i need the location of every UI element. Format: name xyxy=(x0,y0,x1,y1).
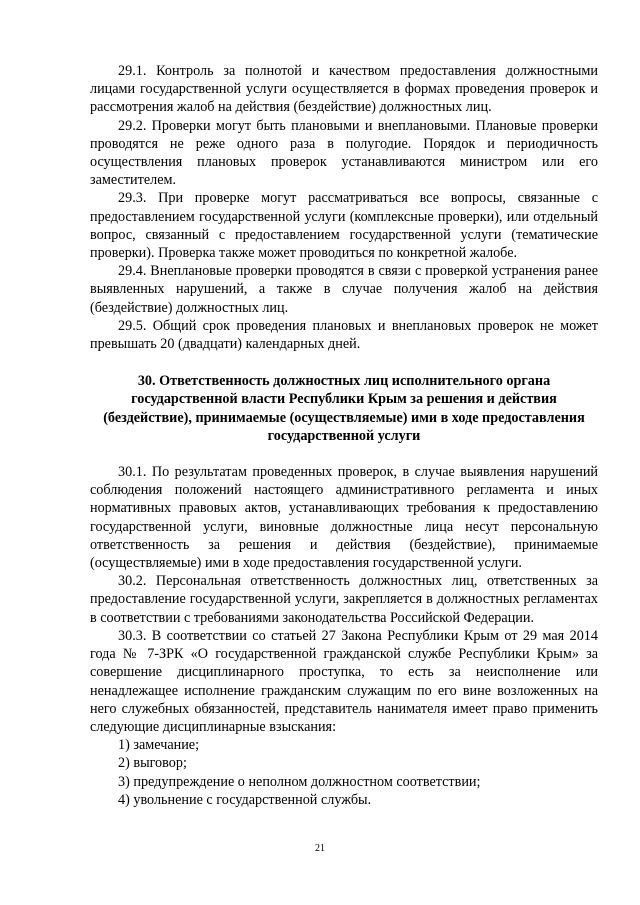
paragraph-30-2: 30.2. Персональная ответственность должностных лиц, ответственных за предоставление государственной услуги, закрепляется в должностных регламентах в соответствии с требованиями законодательства Российской Федерации. xyxy=(90,573,598,626)
document-page xyxy=(90,62,598,809)
list-item: 2) выговор; xyxy=(118,755,187,772)
paragraph-29-4: 29.4. Внеплановые проверки проводятся в связи с проверкой устранения ранее выявленных нарушений, а также в случае получения жалоб на действия (бездействие) должностных лиц. xyxy=(90,263,598,316)
section-30-heading: 30. Ответственность должностных лиц исполнительного органа государственной власти Республики Крым за решения и действия (бездействие), принимаемые (осуществляемые) ими в ходе предоставления государственной услуги xyxy=(103,373,585,444)
paragraph-29-1: 29.1. Контроль за полнотой и качеством предоставления должностными лицами государственной услуги осуществляется в формах проведения проверок и рассмотрения жалоб на действия (бездействие) должностных лиц. xyxy=(90,63,598,116)
paragraph-30-3: 30.3. В соответствии со статьей 27 Закона Республики Крым от 29 мая 2014 года № 7-ЗРК «О государственной гражданской службе Республики Крым» за совершение дисциплинарного проступка, то есть за неисполнение или ненадлежащее исполнение гражданским служащим по его вине возложенных на него служебных обязанностей, представитель нанимателя имеет право применить следующие дисциплинарные взыскания: xyxy=(90,627,598,735)
list-item: 4) увольнение с государственной службы. xyxy=(118,791,372,808)
paragraph-29-2: 29.2. Проверки могут быть плановыми и внеплановыми. Плановые проверки проводятся не реже одного раза в полугодие. Порядок и периодичность осуществления плановых проверок устанавливаются министром или его заместителем. xyxy=(90,117,598,189)
paragraph-29-3: 29.3. При проверке могут рассматриваться все вопросы, связанные с предоставлением государственной услуги (комплексные проверки), или отдельный вопрос, связанный с предоставлением государственной услуги (тематические проверки). Проверка также может проводиться по конкретной жалобе. xyxy=(90,190,598,262)
list-item: 1) замечание; xyxy=(118,737,200,754)
page-number: 21 xyxy=(315,843,325,854)
list-item: 3) предупреждение о неполном должностном соответствии; xyxy=(118,773,481,790)
paragraph-29-5: 29.5. Общий срок проведения плановых и внеплановых проверок не может превышать 20 (двадцати) календарных дней. xyxy=(90,317,598,353)
paragraph-30-1: 30.1. По результатам проведенных проверок, в случае выявления нарушений соблюдения положений настоящего административного регламента и иных нормативных правовых актов, устанавливающих требования к предоставлению государственной услуги, виновные должностные лица несут персональную ответственность за решения и действия (бездействие), принимаемые (осуществляемые) ими в ходе предоставления государственной услуги. xyxy=(90,464,598,572)
